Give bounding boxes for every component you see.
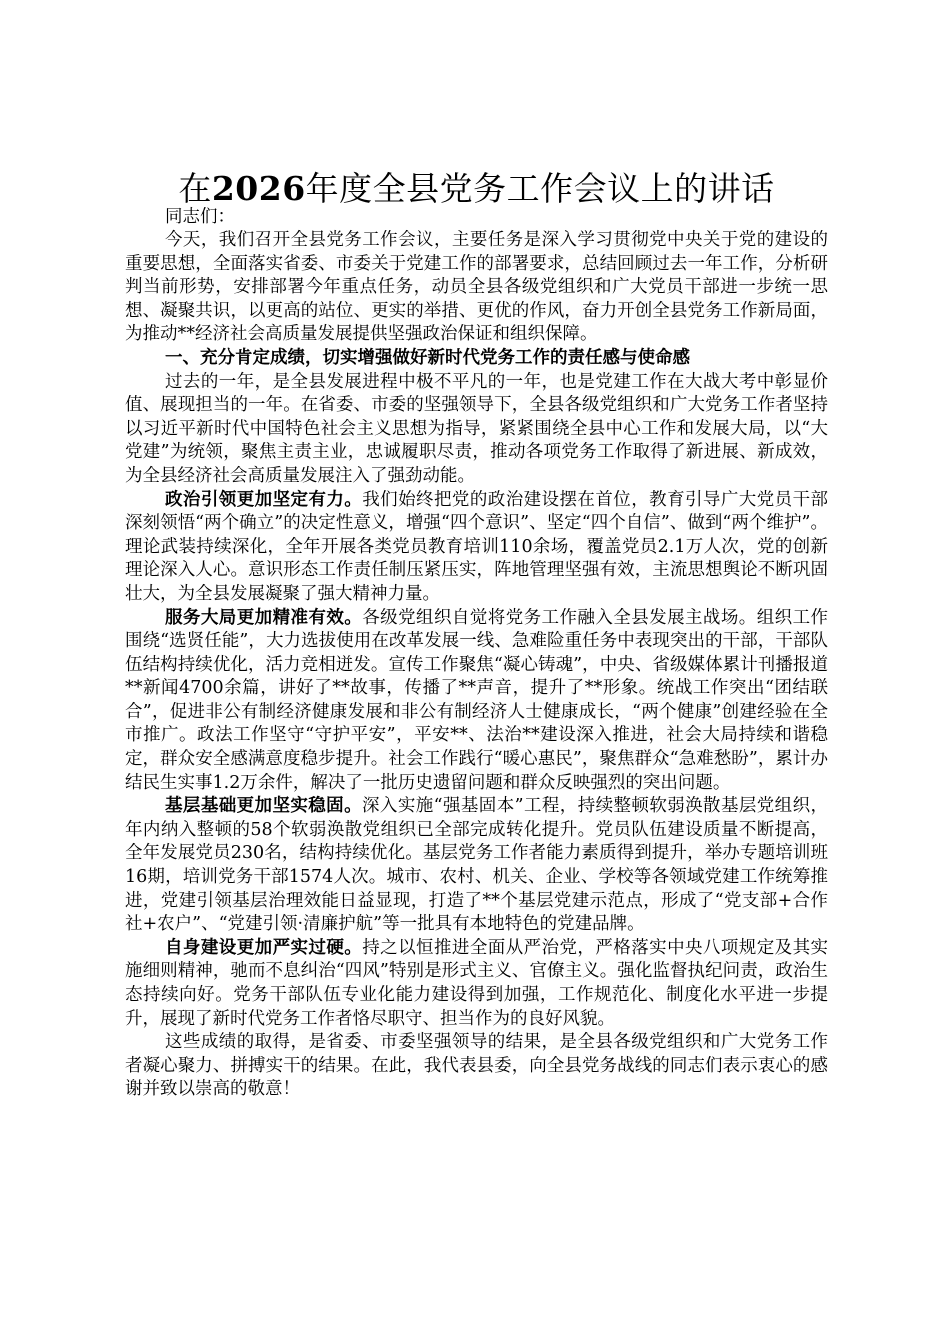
document-page [125,165,828,1102]
paragraph-body: 持之以恒推进全面从严治党，严格落实中央八项规定及其实施细则精神，驰而不息纠治“四风”特别是形式主义、官僚主义。强化监督执纪问责，政治生态持续向好。党务干部队伍专业化能力建设得到加强，工作规范化、制度化水平进一步提升，展现了新时代党务工作者恪尽职守、担当作为的良好风貌。 [125,937,829,1029]
title-prefix: 在 [178,169,212,208]
paragraph-lead: 政治引领更加坚定有力。 [165,489,363,510]
paragraph-body: 深入实施“强基固本”工程，持续整顿软弱涣散基层党组织，年内纳入整顿的58个软弱涣散党组织已全部完成转化提升。党员队伍建设质量不断提高，全年发展党员230名，结构持续优化。基层党务工作者能力素质得到提升，举办专题培训班16期，培训党务干部1574人次。城市、农村、机关、企业、学校等各领域党建工作统筹推进，党建引领基层治理效能日益显现，打造了**个基层党建示范点，形成了“党支部+合作社+农户”、“党建引领·清廉护航”等一批具有本地特色的党建品牌。 [125,796,828,935]
salutation: 同志们： [165,207,235,227]
paragraph-lead: 基层基础更加坚实稳固。 [165,796,362,817]
section-heading: 一、充分肯定成绩，切实增强做好新时代党务工作的责任感与使命感 [165,347,690,368]
intro-paragraph: 今天，我们召开全县党务工作会议，主要任务是深入学习贯彻党中央关于党的建设的重要思想，全面落实省委、市委关于党建工作的部署要求，总结回顾过去一年工作，分析研判当前形势，安排部署今年重点任务，动员全县各级党组织和广大党员干部进一步统一思想、凝聚共识，以更高的站位、更实的举措、更优的作风，奋力开创全县党务工作新局面，为推动**经济社会高质量发展提供坚强政治保证和组织保障。 [125,230,828,345]
section-paragraph: 过去的一年，是全县发展进程中极不平凡的一年，也是党建工作在大战大考中彰显价值、展现担当的一年。在省委、市委的坚强领导下，全县各级党组织和广大党务工作者坚持以习近平新时代中国特色社会主义思想为指导，紧紧围绕全县中心工作和发展大局，以“大党建”为统领，聚焦主责主业，忠诚履职尽责，推动各项党务工作取得了新进展、新成效，为全县经济社会高质量发展注入了强劲动能。 [125,371,828,486]
political-paragraph [125,489,828,607]
title-year: 2026 [211,169,306,208]
paragraph-body: 我们始终把党的政治建设摆在首位，教育引导广大党员干部深刻领悟“两个确立”的决定性意义，增强“四个意识”、坚定“四个自信”、做到“两个维护”。理论武装持续深化，全年开展各类党员教育培训110余场，覆盖党员2.1万人次，党的创新理论深入人心。意识形态工作责任制压紧压实，阵地管理坚强有效，主流思想舆论不断巩固壮大，为全县发展凝聚了强大精神力量。 [125,489,829,604]
paragraph-lead: 自身建设更加严实过硬。 [165,937,363,958]
paragraph-lead: 服务大局更加精准有效。 [165,607,363,628]
paragraph-body: 各级党组织自觉将党务工作融入全县发展主战场。组织工作围绕“选贤任能”，大力选拔使用在改革发展一线、急难险重任务中表现突出的干部，干部队伍结构持续优化，活力竞相迸发。宣传工作聚焦“凝心铸魂”，中央、省级媒体累计刊播报道**新闻4700余篇，讲好了**故事，传播了**声音，提升了**形象。统战工作突出“团结联合”，促进非公有制经济健康发展和非公有制经济人士健康成长，“两个健康”创建经验在全市推广。政法工作坚守“守护平安”，平安**、法治**建设深入推进，社会大局持续和谐稳定，群众安全感满意度稳步提升。社会工作践行“暖心惠民”，聚焦群众“急难愁盼”，累计办结民生实事1.2万余件，解决了一批历史遗留问题和群众反映强烈的突出问题。 [125,607,829,793]
title-suffix: 年度全县党务工作会议上的讲话 [305,169,775,208]
service-paragraph [125,607,828,796]
self-building-paragraph [125,937,828,1031]
thanks-paragraph: 这些成绩的取得，是省委、市委坚强领导的结果，是全县各级党组织和广大党务工作者凝心聚力、拼搏实干的结果。在此，我代表县委，向全县党务战线的同志们表示衷心的感谢并致以崇高的敬意！ [125,1032,828,1100]
grassroots-paragraph [125,795,828,937]
